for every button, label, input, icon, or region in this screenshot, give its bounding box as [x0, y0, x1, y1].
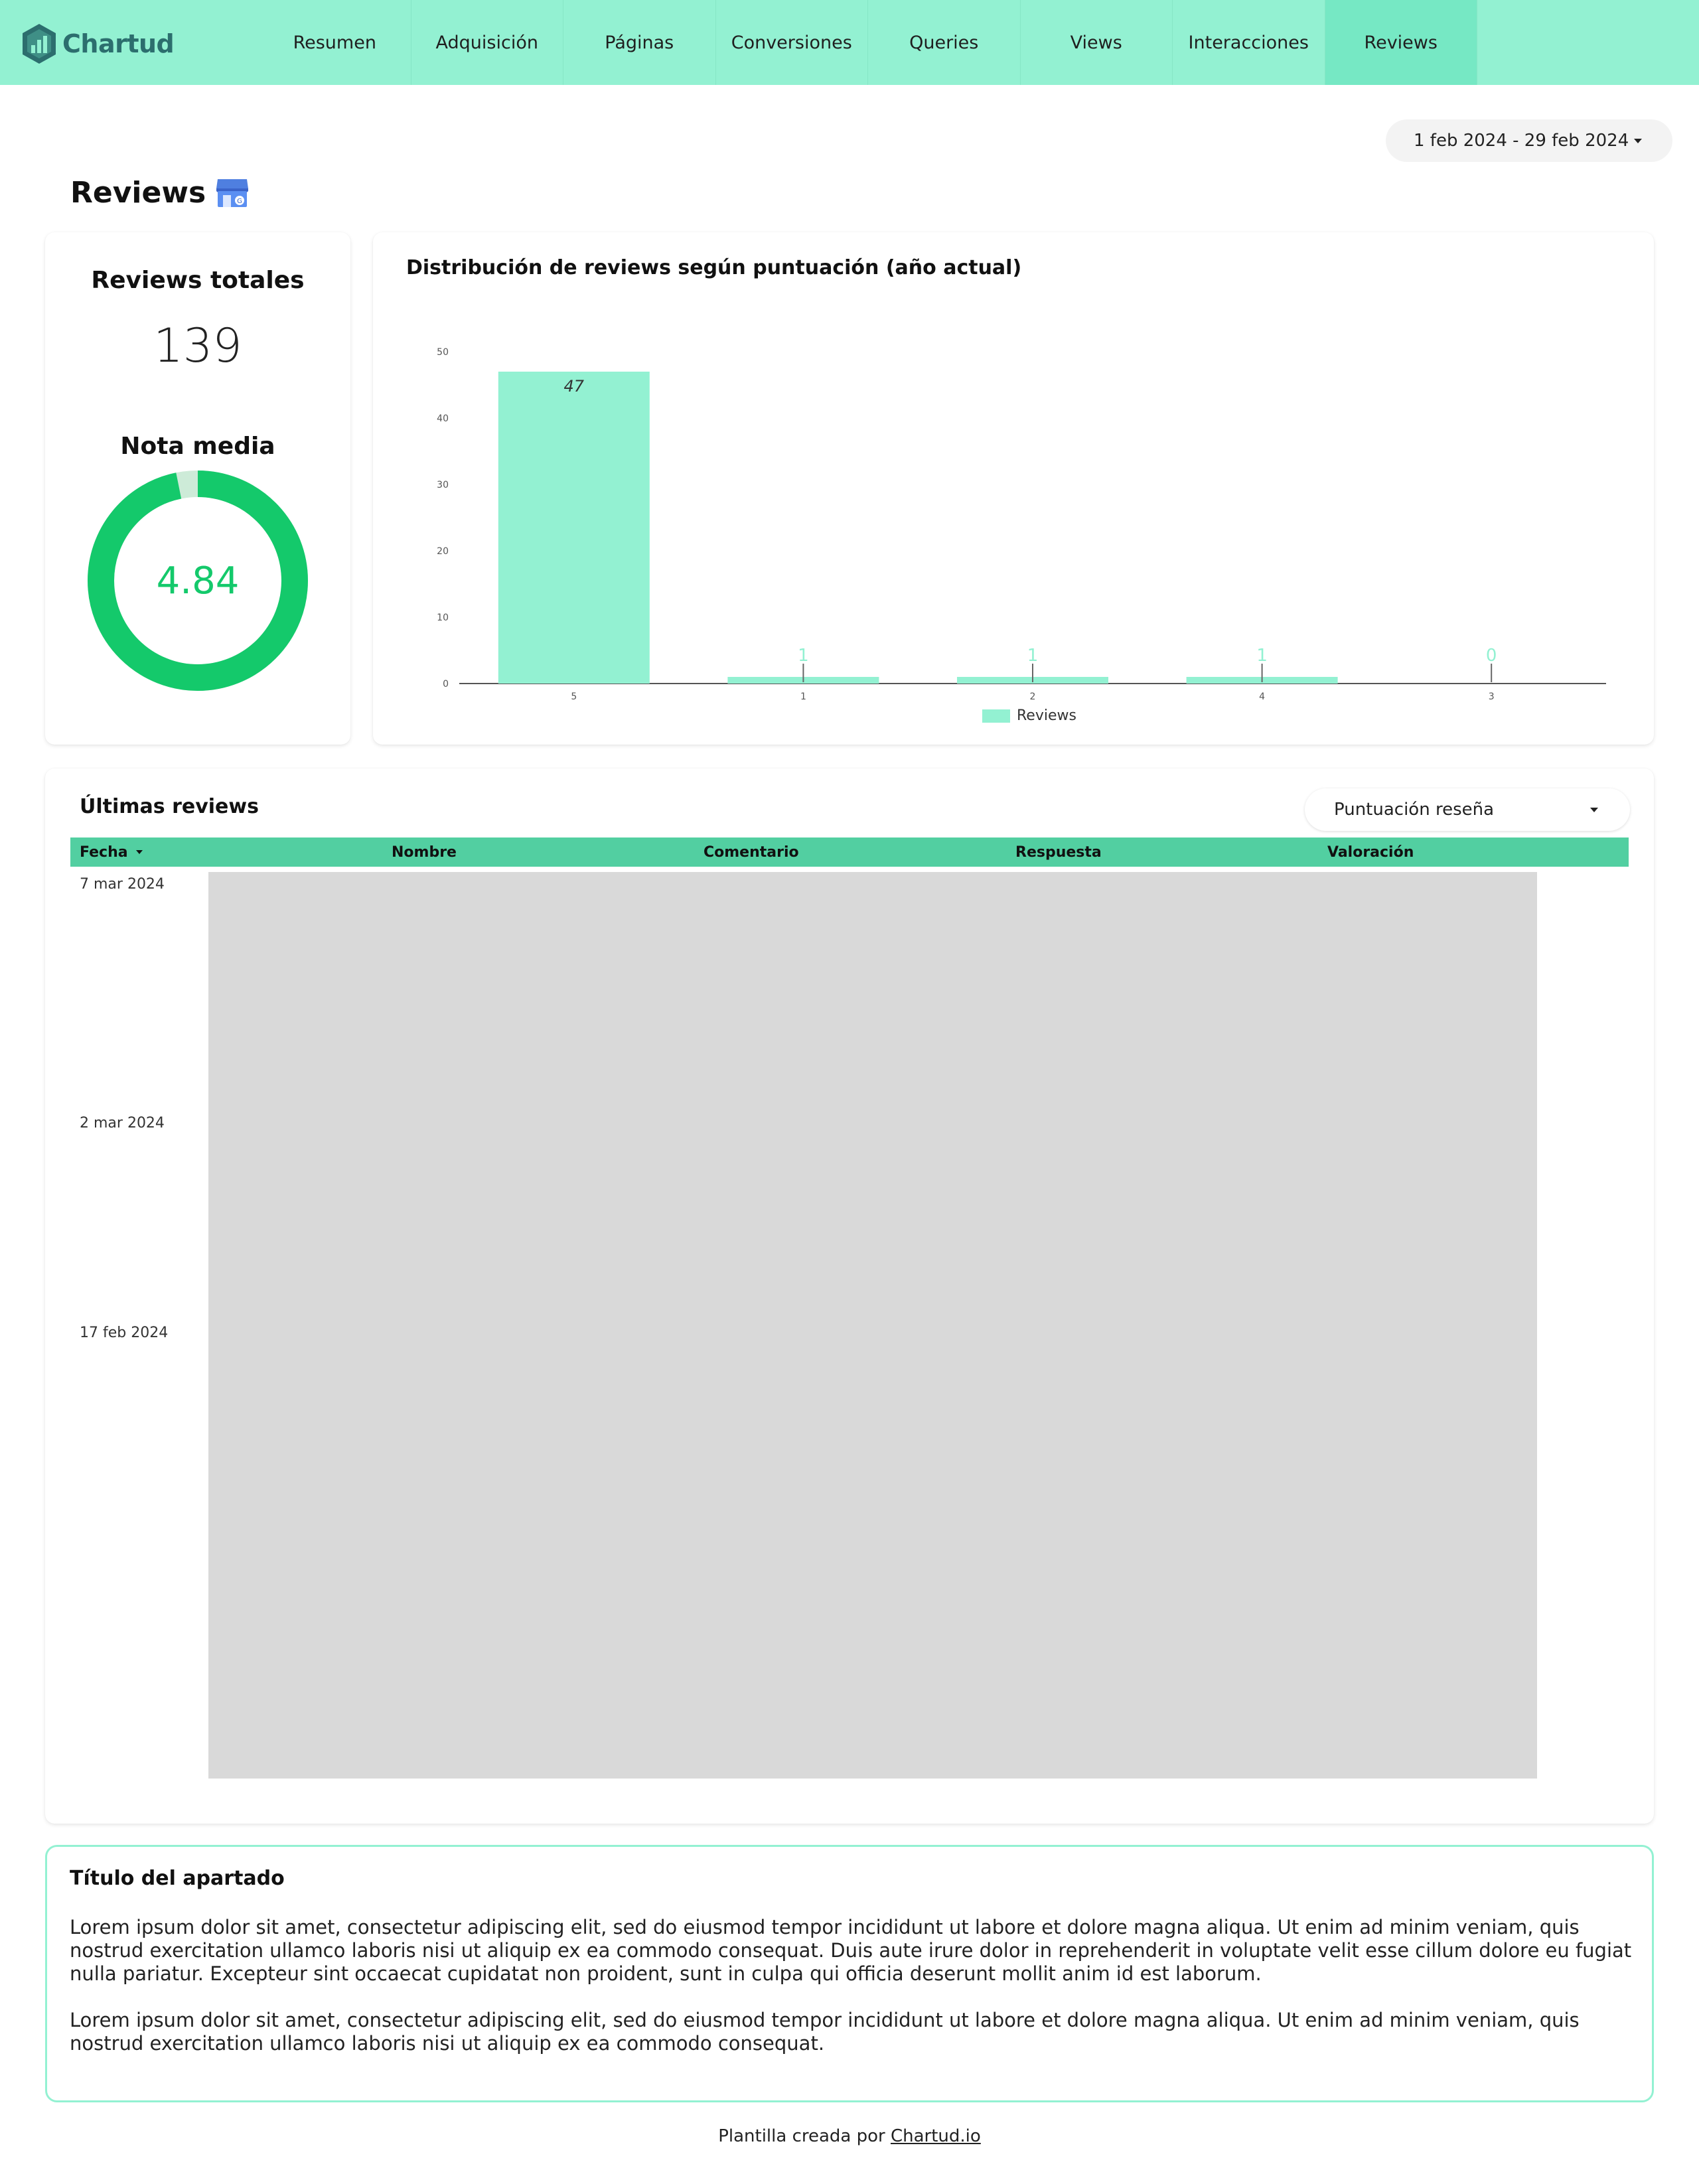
x-tick-label: 1 [800, 692, 806, 702]
x-tick-label: 3 [1488, 692, 1495, 702]
x-tick-label: 4 [1259, 692, 1266, 702]
column-header-fecha[interactable] [80, 837, 143, 867]
average-rating-value: 4.84 [156, 559, 240, 603]
table-header [70, 837, 1629, 867]
footer-link[interactable]: Chartud.io [890, 2126, 981, 2146]
redacted-review-content [208, 872, 1537, 1779]
latest-reviews-card [45, 768, 1654, 1824]
x-tick-label: 5 [571, 692, 577, 702]
top-navigation-bar [0, 0, 1699, 85]
y-tick-label: 20 [437, 546, 449, 557]
column-header-label: Comentario [703, 843, 799, 861]
y-tick-label: 50 [437, 347, 449, 358]
y-tick-label: 40 [437, 413, 449, 424]
table-row-date: 17 feb 2024 [80, 1325, 169, 1341]
column-header-label: Valoración [1327, 843, 1414, 861]
rating-distribution-chart [373, 299, 1654, 723]
column-header-label: Respuesta [1015, 843, 1102, 861]
date-range-picker[interactable] [1386, 119, 1672, 162]
kpi-card [45, 232, 350, 745]
google-my-business-icon [215, 177, 250, 208]
page-title: Reviews [70, 175, 206, 210]
section-title: Título del apartado [70, 1867, 285, 1890]
column-header-respuesta[interactable] [1015, 837, 1102, 867]
tab-views[interactable]: Views [1021, 0, 1173, 85]
brand-name: Chartud [62, 29, 175, 58]
rating-distribution-chart-card [373, 232, 1654, 745]
sort-descending-icon [136, 850, 143, 854]
chartud-logo-icon [20, 23, 58, 65]
date-range-value: 1 feb 2024 - 29 feb 2024 [1414, 131, 1629, 151]
y-tick-label: 10 [437, 613, 449, 623]
column-header-label: Nombre [392, 843, 457, 861]
legend-label: Reviews [1017, 707, 1076, 724]
column-header-label: Fecha [80, 843, 128, 861]
y-tick-label: 0 [443, 679, 449, 690]
nav-tabs [259, 0, 1477, 85]
tab-reviews[interactable]: Reviews [1325, 0, 1478, 85]
total-reviews-value: 139 [153, 319, 242, 373]
data-label: 1 [798, 646, 809, 666]
average-rating-label: Nota media [120, 433, 275, 460]
legend-swatch [982, 709, 1010, 723]
chevron-down-icon [1590, 808, 1598, 812]
chart-legend[interactable] [982, 707, 1076, 724]
column-header-valoracion[interactable] [1327, 837, 1414, 867]
footer-credit: Plantilla creada por [718, 2126, 885, 2146]
column-header-comentario[interactable] [703, 837, 799, 867]
x-tick-label: 2 [1029, 692, 1036, 702]
total-reviews-label: Reviews totales [91, 267, 305, 294]
data-label: 1 [1027, 646, 1039, 666]
table-row-date: 7 mar 2024 [80, 876, 165, 893]
tab-queries[interactable]: Queries [868, 0, 1021, 85]
tab-paginas[interactable]: Páginas [563, 0, 716, 85]
tab-conversiones[interactable]: Conversiones [716, 0, 869, 85]
chart-title: Distribución de reviews según puntuación (año actual) [406, 256, 1022, 279]
rating-filter-label: Puntuación reseña [1334, 800, 1495, 820]
info-section [45, 1845, 1654, 2102]
tab-interacciones[interactable]: Interacciones [1173, 0, 1325, 85]
tab-resumen[interactable]: Resumen [259, 0, 411, 85]
bar [498, 372, 650, 684]
data-label: 0 [1485, 646, 1497, 666]
footer [0, 2126, 1699, 2146]
data-label: 1 [1256, 646, 1268, 666]
section-body [70, 1916, 1636, 2078]
page-header [70, 171, 250, 214]
section-paragraph: Lorem ipsum dolor sit amet, consectetur adipiscing elit, sed do eiusmod tempor incididunt ut labore et dolore magna aliqua. Ut enim ad minim veniam, quis nostrud exercitation ullamco laboris nisi ut aliquip ex ea commodo consequat. Duis aute irure dolor in reprehenderit in voluptate velit esse cillum dolore eu fugiat nulla pariatur. Excepteur sint occaecat cupidatat non proident, sunt in culpa qui officia deserunt mollit anim id est laborum. [70, 1916, 1632, 1985]
section-paragraph: Lorem ipsum dolor sit amet, consectetur adipiscing elit, sed do eiusmod tempor incididunt ut labore et dolore magna aliqua. Ut enim ad minim veniam, quis nostrud exercitation ullamco laboris nisi ut aliquip ex ea commodo consequat. [70, 2009, 1580, 2055]
chevron-down-icon [1634, 139, 1642, 143]
table-row-date: 2 mar 2024 [80, 1115, 165, 1131]
rating-filter-dropdown[interactable] [1305, 788, 1630, 831]
y-tick-label: 30 [437, 480, 449, 490]
svg-text:G: G [237, 198, 243, 205]
brand-logo[interactable] [20, 23, 174, 65]
data-label: 47 [563, 377, 585, 396]
column-header-nombre[interactable] [392, 837, 457, 867]
latest-reviews-title: Últimas reviews [80, 795, 259, 818]
tab-adquisicion[interactable]: Adquisición [411, 0, 564, 85]
